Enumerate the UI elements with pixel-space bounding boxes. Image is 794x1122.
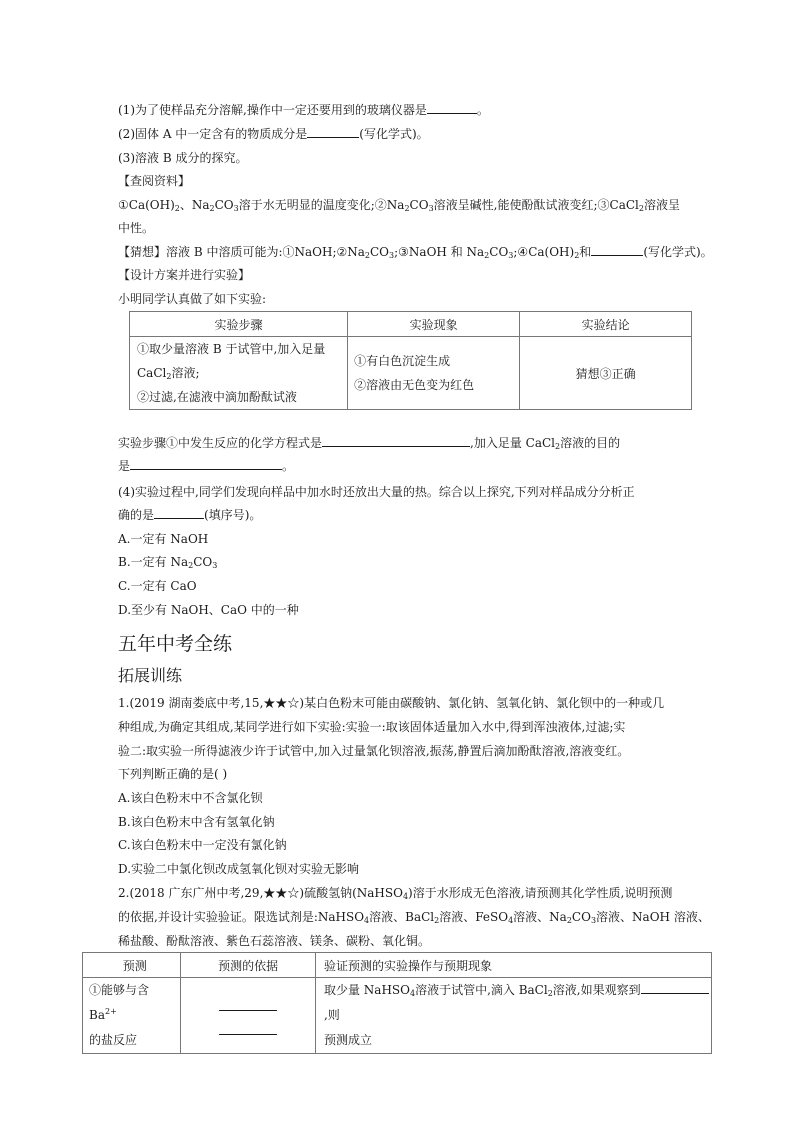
problem-1-line-1: 1.(2019 湖南娄底中考,15,★★☆)某白色粉末可能由碳酸钠、氯化钠、氢氧化钠、氯化钡中的一种或几 [118, 696, 665, 710]
option-a: A.一定有 NaOH [118, 532, 209, 546]
prediction-table [82, 952, 712, 1054]
purpose-line: 是 。 [118, 459, 295, 473]
problem-1-line-2: 种组成,为确定其组成,某同学进行如下实验:实验一:取该固体适量加入水中,得到浑浊液体,过滤;实 [118, 720, 626, 734]
reference-heading: 【查阅资料】 [118, 174, 191, 188]
table-row [130, 337, 692, 410]
table-header-row [83, 953, 712, 978]
experiment-table [129, 311, 692, 410]
question-2: (2)固体 A 中一定含有的物质成分是 (写化学式)。 [118, 127, 429, 141]
prediction-cell: ①能够与含 $Ba^{2+}$ 的盐反应 [83, 978, 181, 1054]
option-c: C.一定有 CaO [118, 579, 197, 593]
answer-blank[interactable] [130, 457, 282, 470]
answer-blank[interactable] [322, 434, 470, 447]
option-b: B.该白色粉末中含有氢氧化钠 [118, 815, 275, 829]
table-header: 实验现象 [348, 312, 520, 337]
option-c: C.该白色粉末中一定没有氯化钠 [118, 838, 287, 852]
problem-1-line-4: 下列判断正确的是( ) [118, 767, 228, 781]
basis-cell [181, 978, 316, 1054]
experiment-observations: ①有白色沉淀生成 ②溶液由无色变为红色 [348, 337, 520, 410]
answer-blank[interactable] [154, 506, 204, 519]
table-header: 实验步骤 [130, 312, 348, 337]
operation-cell: 取少量 NaHSO$_4$溶液于试管中,滴入 BaCl$_2$溶液,如果观察到,则 预测成立 [315, 978, 711, 1054]
section-title: 五年中考全练 [118, 633, 233, 655]
question-3: (3)溶液 B 成分的探究。 [118, 151, 248, 165]
answer-blank[interactable] [591, 243, 643, 256]
design-intro: 小明同学认真做了如下实验: [118, 292, 267, 306]
table-header: 实验结论 [520, 312, 692, 337]
problem-2-line-2: 的依据,并设计实验验证。限选试剂是:NaHSO$_4$溶液、BaCl$_2$溶液、FeSO$_4$溶液、$Na_2CO_3$溶液、NaOH 溶液、 [118, 910, 710, 925]
table-header: 预测 [83, 953, 181, 978]
question-1: (1)为了使样品充分溶解,操作中一定还要用到的玻璃仪器是 。 [118, 103, 489, 117]
table-row [83, 978, 712, 1054]
answer-blank[interactable] [641, 981, 709, 994]
answer-blank[interactable] [307, 125, 359, 138]
equation-line: 实验步骤①中发生反应的化学方程式是 ,加入足量 CaCl$_2$溶液的目的 [118, 436, 621, 451]
option-d: D.实验二中氯化钡改成氢氧化钡对实验无影响 [118, 862, 360, 876]
reference-line-2: 中性。 [118, 221, 155, 235]
design-heading: 【设计方案并进行实验】 [118, 268, 251, 282]
option-d: D.至少有 NaOH、CaO 中的一种 [118, 603, 299, 617]
table-header-row [130, 312, 692, 337]
table-header: 验证预测的实验操作与预期现象 [315, 953, 711, 978]
reference-line-1: $①Ca(OH)_2$、$Na_2CO_3$溶于水无明显的温度变化$;②Na_2CO_3$溶液呈碱性,能使酚酞试液变红;③CaCl$_2$溶液呈 [118, 198, 680, 213]
answer-blank[interactable] [427, 101, 477, 114]
problem-1-line-3: 验二:取实验一所得滤液少许于试管中,加入过量氯化钡溶液,振荡,静置后滴加酚酞溶液,溶液变红。 [118, 744, 630, 758]
experiment-conclusion: 猜想③正确 [520, 337, 692, 410]
experiment-steps: ①取少量溶液 B 于试管中,加入足量 CaCl$_2$溶液; ②过滤,在滤液中滴加酚酞试液 [130, 337, 348, 410]
problem-2-line-3: 稀盐酸、酚酞溶液、紫色石蕊溶液、镁条、碳粉、氧化铜。 [118, 934, 431, 948]
option-a: A.该白色粉末中不含氯化钡 [118, 791, 263, 805]
section-subtitle: 拓展训练 [118, 666, 183, 685]
answer-blank[interactable] [219, 997, 277, 1011]
question-4-line-1: (4)实验过程中,同学们发现向样品中加水时还放出大量的热。综合以上探究,下列对样品成分分析正 [118, 485, 635, 499]
problem-2-line-1: 2.(2018 广东广州中考,29,★★☆)硫酸氢钠(NaHSO$_4$)溶于水形成无色溶液,请预测其化学性质,说明预测 [118, 886, 673, 901]
table-header: 预测的依据 [181, 953, 316, 978]
question-4-line-2: 确的是 (填序号)。 [118, 508, 262, 522]
hypothesis-line: 【猜想】溶液 B 中溶质可能为$:①NaOH;②Na_2CO_3;③NaOH$ 和 $Na_2CO_3;④Ca(OH)_2$和 (写化学式)。 [118, 245, 713, 260]
option-b: B.一定有 $Na_2CO_3$ [118, 555, 218, 570]
answer-blank[interactable] [219, 1021, 277, 1035]
